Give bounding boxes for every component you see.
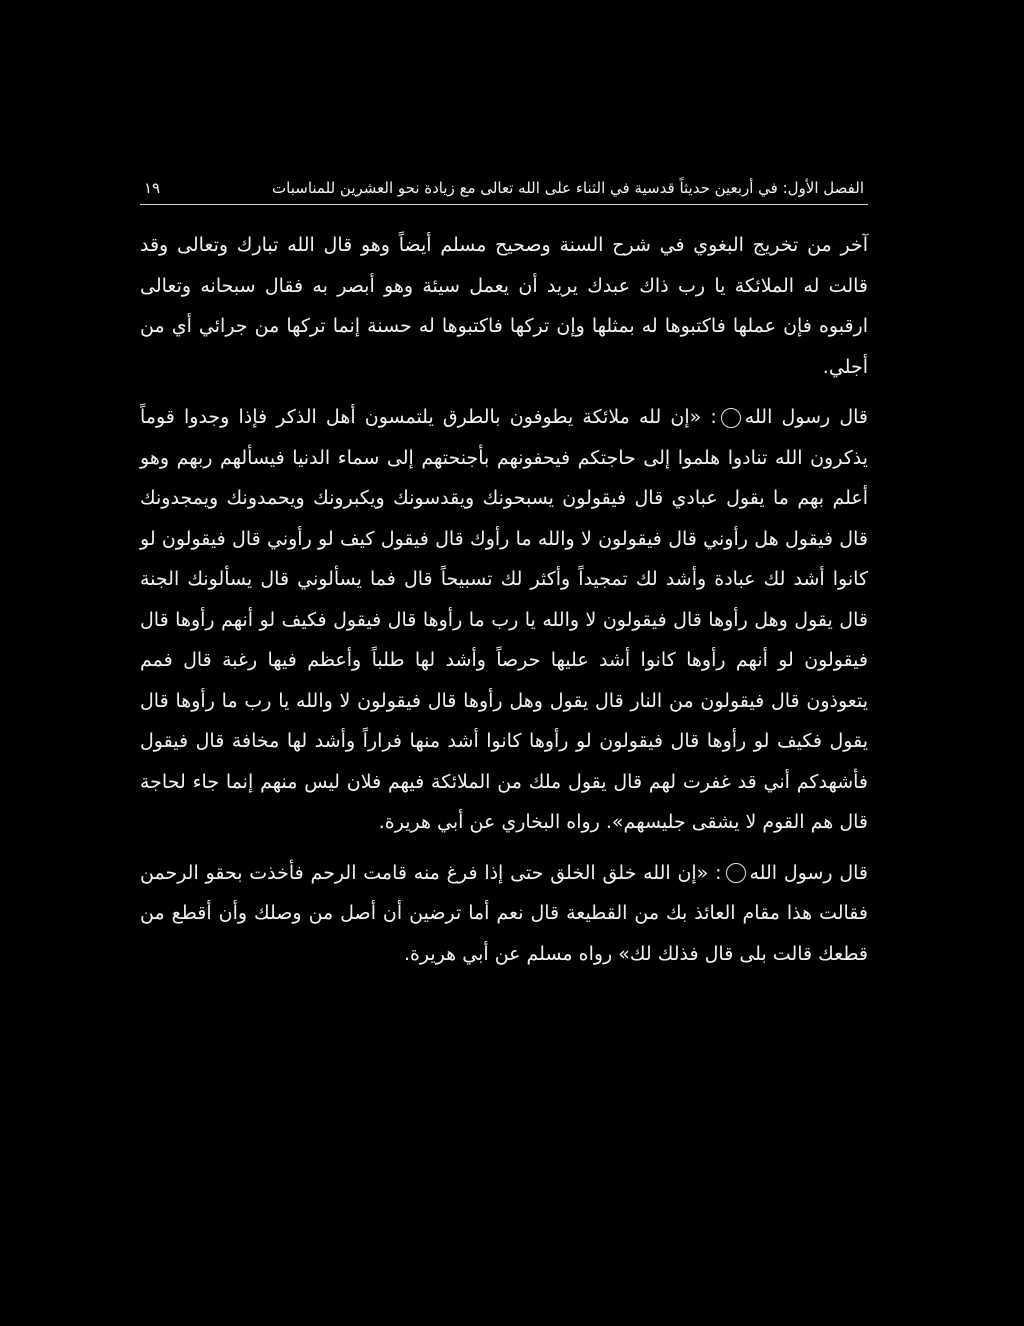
paragraph-text: آخر من تخريج البغوي في شرح السنة وصحيح مسلم أيضاً وهو قال الله تبارك وتعالى وقد قالت له الملائكة يا رب ذاك عبدك يريد أن يعمل سيئة وهو أبصر به فقال سبحانه وتعالى ارقبوه فإن عملها فاكتبوها له بمثلها وإن تركها فاكتبوها له حسنة إنما تركها من جرائي أي من أجلي. [140, 234, 868, 378]
paragraph-text: : «إن لله ملائكة يطوفون بالطرق يلتمسون أهل الذكر فإذا وجدوا قوماً يذكرون الله تنادوا هلموا إلى حاجتكم فيحفونهم بأجنحتهم إلى سماء الدنيا فيسألهم ربهم وهو أعلم بهم ما يقول عبادي قال فيقولون يسبحونك ويقدسونك ويكبرونك ويحمدونك ويمجدونك قال فيقول هل رأوني قال فيقولون لا والله ما رأوك قال فيقول كيف لو رأوني قال فيقولون لو كانوا أشد لك عبادة وأشد لك تمجيداً وأكثر لك تسبيحاً قال فما يسألوني قال يسألونك الجنة قال يقول وهل رأوها قال فيقولون لا والله يا رب ما رأوها قال فيقول فكيف لو أنهم رأوها قال فيقولون لو أنهم رأوها كانوا أشد عليها حرصاً وأشد لها طلباً وأعظم فيها رغبة قال فمم يتعوذون قال فيقولون من النار قال يقول وهل رأوها قال فيقولون لا والله يا رب ما رأوها قال يقول فكيف لو رأوها قال فيقولون لو رأوها كانوا أشد منها فراراً وأشد لها مخافة قال فيقول فأشهدكم أني قد غفرت لهم قال يقول ملك من الملائكة فيهم فلان ليس منهم إنما جاء لحاجة قال هم القوم لا يشقى جليسهم». رواه البخاري عن أبي هريرة. [140, 406, 868, 833]
salawat-icon [726, 863, 746, 883]
page-number: ١٩ [144, 179, 161, 197]
chapter-title: الفصل الأول: في أربعين حديثاً قدسية في الثناء على الله تعالى مع زيادة نحو العشرين للمناسبات [272, 179, 864, 197]
paragraph-text: : «إن الله خلق الخلق حتى إذا فرغ منه قامت الرحم فأخذت بحقو الرحمن فقالت هذا مقام العائذ بك من القطيعة قال نعم أما ترضين أن أصل من وصلك وأن أقطع من قطعك قالت بلى قال فذلك لك» رواه مسلم عن أبي هريرة. [140, 861, 868, 965]
paragraph-lead: قال رسول الله [749, 861, 868, 884]
salawat-icon [721, 408, 741, 428]
paragraph [140, 397, 868, 843]
document-page [140, 178, 868, 1178]
running-header [140, 178, 868, 205]
paragraph-lead: قال رسول الله [744, 406, 868, 428]
body-text [140, 225, 868, 974]
paragraph [140, 853, 868, 975]
paragraph [140, 225, 868, 387]
